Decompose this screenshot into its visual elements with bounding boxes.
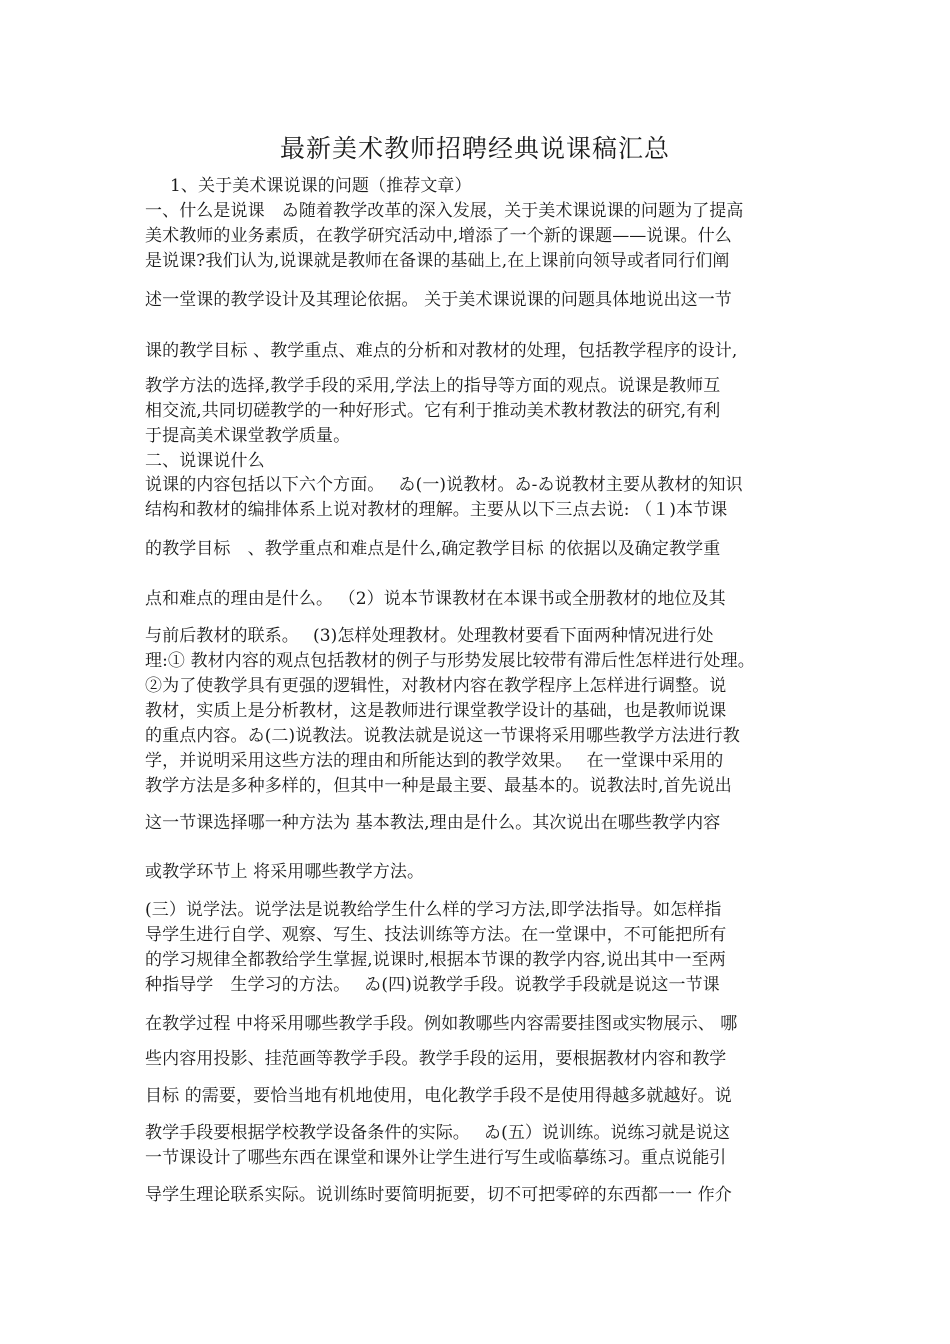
text-line: 课的教学目标 、教学重点、难点的分析和对教材的处理，包括教学程序的设计, — [145, 341, 738, 361]
text-line: 的重点内容。ゐ(二)说教法。说教法就是说这一节课将采用哪些教学方法进行教 — [145, 726, 740, 746]
document-title: 最新美术教师招聘经典说课稿汇总 — [279, 134, 670, 163]
text-line: 是说课?我们认为,说课就是教师在备课的基础上,在上课前向领导或者同行们阐 — [145, 251, 730, 271]
text-line: 一节课设计了哪些东西在课堂和课外让学生进行写生或临摹练习。重点说能引 — [145, 1148, 727, 1168]
text-line: (三）说学法。说学法是说教给学生什么样的学习方法,即学法指导。如怎样指 — [145, 900, 722, 920]
text-line: 美术教师的业务素质，在教学研究活动中,增添了一个新的课题——说课。什么 — [145, 226, 732, 246]
text-line: 导学生进行自学、观察、写生、技法训练等方法。在一堂课中，不可能把所有 — [145, 925, 727, 945]
text-line: 这一节课选择哪一种方法为 基本教法,理由是什么。其次说出在哪些教学内容 — [145, 813, 721, 833]
text-line: 说课的内容包括以下六个方面。 ゐ(一)说教材。ゐ-ゐ说教材主要从教材的知识 — [145, 475, 743, 495]
text-line: 目标 的需要，要恰当地有机地使用，电化教学手段不是使用得越多就越好。说 — [145, 1086, 732, 1106]
text-line: 教学方法是多种多样的，但其中一种是最主要、最基本的。说教法时,首先说出 — [145, 776, 732, 796]
section-heading: 二、说课说什么 — [145, 451, 265, 471]
text-line: 一、什么是说课 ゐ随着教学改革的深入发展，关于美术课说课的问题为了提高 — [145, 201, 744, 221]
text-line: 导学生理论联系实际。说训练时要简明扼要，切不可把零碎的东西都一一 作介 — [145, 1185, 732, 1205]
text-line: 些内容用投影、挂范画等教学手段。教学手段的运用，要根据教材内容和教学 — [145, 1049, 727, 1069]
text-line: 点和难点的理由是什么。 （2）说本节课教材在本课书或全册教材的地位及其 — [145, 589, 726, 609]
text-line: ②为了使教学具有更强的逻辑性，对教材内容在教学程序上怎样进行调整。说 — [145, 676, 727, 696]
text-line: 述一堂课的教学设计及其理论依据。 关于美术课说课的问题具体地说出这一节 — [145, 290, 732, 310]
text-line: 教学方法的选择,教学手段的采用,学法上的指导等方面的观点。说课是教师互 — [145, 376, 721, 396]
text-line: 相交流,共同切磋教学的一种好形式。它有利于推动美术教材教法的研究,有利 — [145, 401, 721, 421]
text-line: 于提高美术课堂教学质量。 — [145, 426, 351, 446]
text-line: 理:① 教材内容的观点包括教材的例子与形势发展比较带有滞后性怎样进行处理。 — [145, 651, 755, 671]
text-line: 结构和教材的编排体系上说对教材的理解。主要从以下三点去说: （１)本节课 — [145, 500, 728, 520]
text-line: 在教学过程 中将采用哪些教学手段。例如教哪些内容需要挂图或实物展示、 哪 — [145, 1014, 738, 1034]
text-line: 教学手段要根据学校教学设备条件的实际。 ゐ(五）说训练。说练习就是说这 — [145, 1123, 731, 1143]
section-heading: 1、关于美术课说课的问题（推荐文章） — [170, 176, 472, 196]
text-line: 与前后教材的联系。 (3)怎样处理教材。处理教材要看下面两种情况进行处 — [145, 626, 714, 646]
text-line: 教材，实质上是分析教材，这是教师进行课堂教学设计的基础，也是教师说课 — [145, 701, 727, 721]
text-line: 学，并说明采用这些方法的理由和所能达到的教学效果。 在一堂课中采用的 — [145, 751, 724, 771]
text-line: 种指导学 生学习的方法。 ゐ(四)说教学手段。说教学手段就是说这一节课 — [145, 975, 720, 995]
text-line: 的教学目标 、教学重点和难点是什么,确定教学目标 的依据以及确定教学重 — [145, 539, 721, 559]
text-line: 或教学环节上 将采用哪些教学方法。 — [145, 862, 425, 882]
text-line: 的学习规律全都教给学生掌握,说课时,根据本节课的教学内容,说出其中一至两 — [145, 950, 726, 970]
